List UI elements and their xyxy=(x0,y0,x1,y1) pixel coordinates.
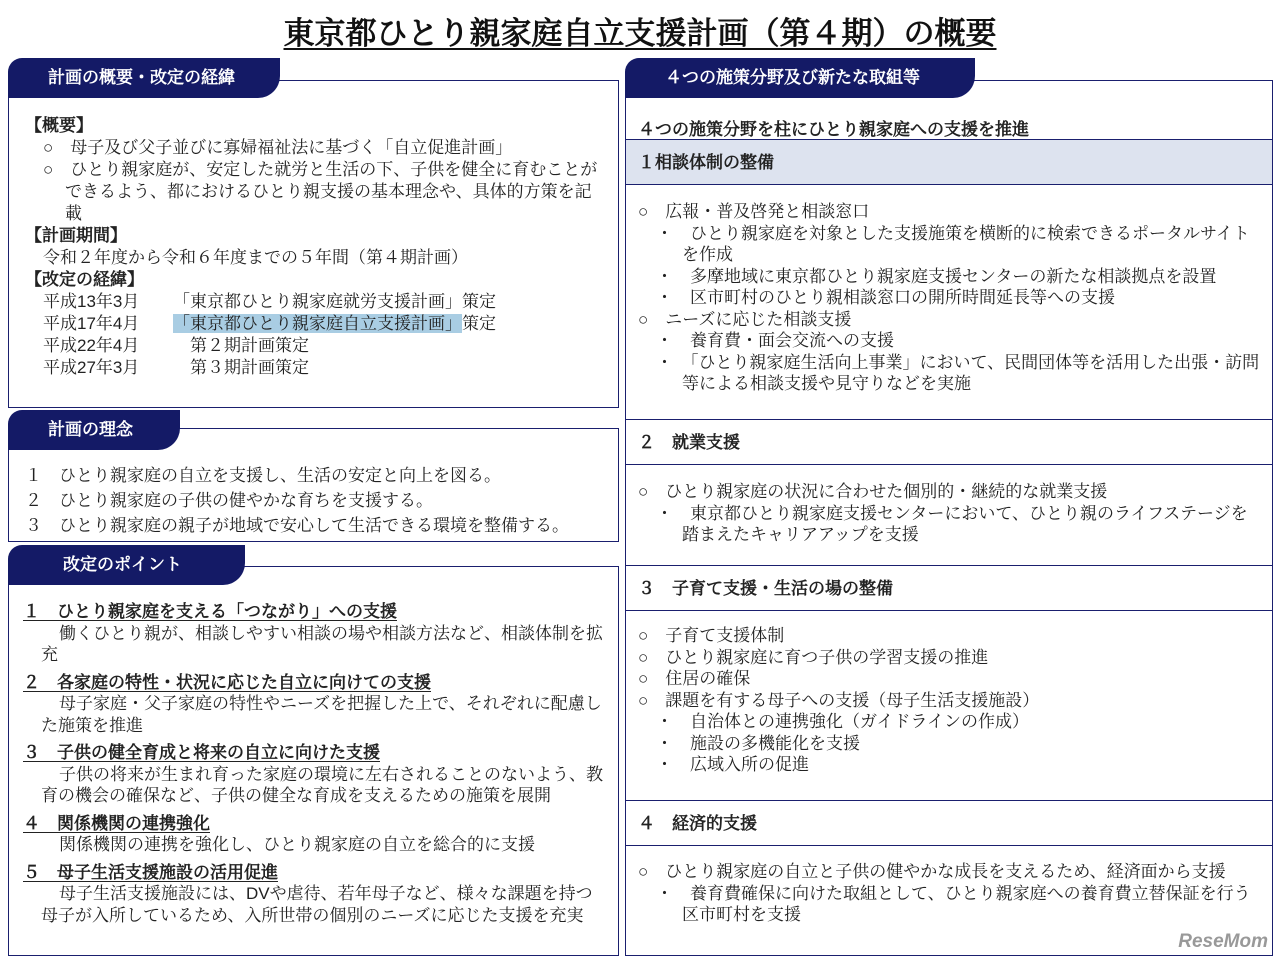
page-title-text: 東京都ひとり親家庭自立支援計画（第４期）の概要 xyxy=(283,16,997,51)
section-body xyxy=(638,481,1262,546)
philosophy-line: ３ ひとり親家庭の親子が地域で安心して生活できる環境を整備する。 xyxy=(25,516,569,535)
section-line: ・ 養育費確保に向けた取組として、ひとり親家庭への養育費立替保証を行う区市町村を支援 xyxy=(656,883,1251,924)
philosophy-tab: 計画の理念 xyxy=(8,410,180,450)
section-line: ・ 施設の多機能化を支援 xyxy=(656,733,860,753)
history-date: 平成13年3月 xyxy=(43,292,140,311)
point-title: １ ひとり親家庭を支える「つながり」への支援 xyxy=(23,602,397,621)
section-header: ３ 子育て支援・生活の場の整備 xyxy=(626,565,1272,611)
page-title xyxy=(0,8,1280,53)
history-row xyxy=(25,291,605,313)
points-tab: 改定のポイント xyxy=(8,545,245,585)
section-body xyxy=(638,861,1262,926)
section-line: ・ 東京都ひとり親家庭支援センターにおいて、ひとり親のライフステージを踏まえたキャリアアップを支援 xyxy=(656,503,1248,544)
point-body: 母子生活支援施設には、DVや虐待、若年母子など、様々な課題を持つ母子が入所しているため、入所世帯の個別のニーズに応じた支援を充実 xyxy=(41,884,593,925)
areas-subtitle: ４つの施策分野を柱にひとり親家庭への支援を推進 xyxy=(638,120,1029,139)
history-row xyxy=(25,313,605,335)
overview-line: 【改定の経緯】 xyxy=(25,270,144,289)
section-line: ・ 養育費・面会交流への支援 xyxy=(656,331,894,350)
points-content xyxy=(23,595,608,926)
overview-panel xyxy=(8,80,619,408)
section-line: ・ ひとり親家庭を対象とした支援施策を横断的に検索できるポータルサイトを作成 xyxy=(656,223,1250,264)
history-date: 平成27年3月 xyxy=(43,358,140,377)
section-line: ・ 区市町村のひとり親相談窓口の開所時間延長等への支援 xyxy=(656,288,1115,307)
point-title: ２ 各家庭の特性・状況に応じた自立に向けての支援 xyxy=(23,672,431,692)
overview-line: 令和２年度から令和６年度までの５年間（第４期計画） xyxy=(43,248,468,267)
point-body: 子供の将来が生まれ育った家庭の環境に左右されることのないよう、教育の機会の確保など、子供の健全な育成を支えるための施策を展開 xyxy=(41,764,603,805)
point-title: ４ 関係機関の連携強化 xyxy=(23,813,210,833)
point-title: ３ 子供の健全育成と将来の自立に向けた支援 xyxy=(23,743,380,762)
point-body: 母子家庭・父子家庭の特性やニーズを把握した上で、それぞれに配慮した施策を推進 xyxy=(41,694,602,735)
points-panel xyxy=(8,566,619,956)
section-line: ○ 課題を有する母子への支援（母子生活支援施設） xyxy=(638,690,1040,710)
section-header: ２ 就業支援 xyxy=(626,419,1272,465)
section-line: ・ 自治体との連携強化（ガイドラインの作成） xyxy=(656,712,1029,731)
overview-content xyxy=(25,115,605,379)
overview-line: ○ 母子及び父子並びに寡婦福祉法に基づく「自立促進計画」 xyxy=(43,138,513,157)
history-suffix: 策定 xyxy=(462,314,496,333)
overview-line: 【概要】 xyxy=(25,116,93,135)
history-date: 平成22年4月 xyxy=(43,336,140,355)
section-header: １相談体制の整備 xyxy=(626,139,1272,185)
philosophy-line: ２ ひとり親家庭の子供の健やかな育ちを支援する。 xyxy=(25,491,433,510)
section-body xyxy=(638,201,1262,395)
history-text: 第３期計画策定 xyxy=(173,358,309,377)
section-header: ４ 経済的支援 xyxy=(626,800,1272,846)
section-line: ○ ひとり親家庭の状況に合わせた個別的・継続的な就業支援 xyxy=(638,482,1108,501)
section-body xyxy=(638,625,1262,776)
overview-line: ○ ひとり親家庭が、安定した就労と生活の下、子供を健全に育むことができるよう、都におけるひとり親支援の基本理念や、具体的方策を記載 xyxy=(43,160,598,223)
section-line: ○ 子育て支援体制 xyxy=(638,626,785,645)
section-line: ・ 広域入所の促進 xyxy=(656,755,809,774)
section-line: ○ ひとり親家庭の自立と子供の健やかな成長を支えるため、経済面から支援 xyxy=(638,862,1226,881)
point-body: 関係機関の連携を強化し、ひとり親家庭の自立を総合的に支援 xyxy=(59,835,535,854)
section-line: ・ 多摩地域に東京都ひとり親家庭支援センターの新たな相談拠点を設置 xyxy=(656,266,1217,286)
section-line: ○ 広報・普及啓発と相談窓口 xyxy=(638,202,870,221)
section-line: ○ ひとり親家庭に育つ子供の学習支援の推進 xyxy=(638,647,989,667)
point-body: 働くひとり親が、相談しやすい相談の場や相談方法など、相談体制を拡充 xyxy=(41,623,603,664)
section-line: ○ 住居の確保 xyxy=(638,669,751,688)
section-line: ・ 「ひとり親家庭生活向上事業」において、民間団体等を活用した出張・訪問等による相談支援や見守りなどを実施 xyxy=(656,352,1260,393)
history-text: 第２期計画策定 xyxy=(173,336,309,355)
history-text: 「東京都ひとり親家庭就労支援計画」策定 xyxy=(173,292,496,311)
history-row xyxy=(25,335,605,357)
point-title: ５ 母子生活支援施設の活用促進 xyxy=(23,862,278,882)
philosophy-content xyxy=(25,463,610,538)
philosophy-line: １ ひとり親家庭の自立を支援し、生活の安定と向上を図る。 xyxy=(25,466,501,485)
areas-panel xyxy=(625,80,1273,956)
history-text: 「東京都ひとり親家庭自立支援計画」 xyxy=(173,314,462,333)
overview-line: 【計画期間】 xyxy=(25,226,127,245)
section-line: ○ ニーズに応じた相談支援 xyxy=(638,309,852,329)
overview-tab: 計画の概要・改定の経緯 xyxy=(8,58,280,98)
history-row xyxy=(25,357,605,379)
resemom-logo: ReseMom xyxy=(1178,931,1268,952)
history-date: 平成17年4月 xyxy=(43,314,140,333)
areas-tab: ４つの施策分野及び新たな取組等 xyxy=(625,58,975,98)
